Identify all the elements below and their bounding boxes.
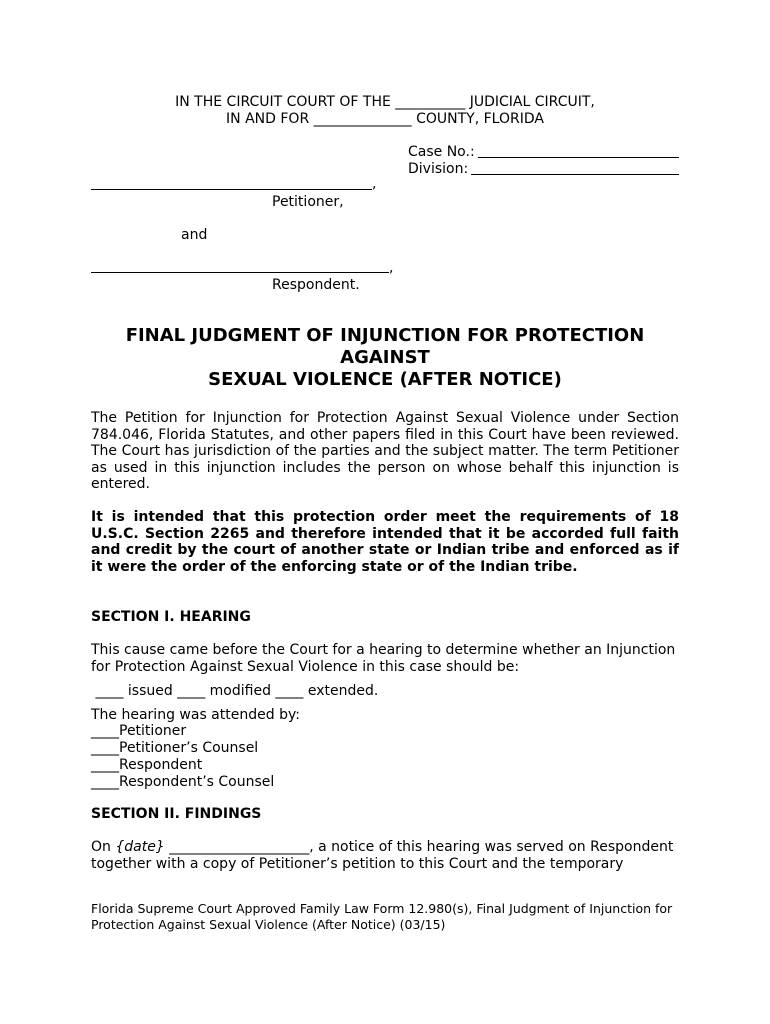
division-field[interactable] [471, 174, 679, 175]
petitioner-name-field[interactable] [91, 189, 372, 190]
findings-text-rest: , a notice of this hearing was served on Respondent [309, 839, 674, 855]
hearing-options: ____ issued ____ modified ____ extended. [91, 683, 379, 699]
section-2-heading: SECTION II. FINDINGS [91, 806, 262, 822]
title-line-2: AGAINST [340, 347, 430, 368]
date-blank[interactable]: ____________________ [169, 839, 310, 855]
title-line-1: FINAL JUDGMENT OF INJUNCTION FOR PROTECTION [125, 325, 645, 346]
respondent-name-field[interactable] [91, 272, 389, 273]
case-no-label: Case No.: [408, 144, 475, 160]
intro-paragraph: The Petition for Injunction for Protection Against Sexual Violence under Section 784.046, Florida Statutes, and other papers filed in this Court have been reviewed. The Court has jurisdiction of the parties and the subject matter. The term Petitioner as used in this injunction includes the person on whose behalf this injunction is entered. [91, 410, 679, 492]
case-no-field[interactable] [478, 157, 679, 158]
petitioner-comma: , [372, 176, 377, 192]
division-label: Division: [408, 161, 469, 177]
petitioner-label: Petitioner, [272, 194, 344, 210]
county-line: IN AND FOR ______________ COUNTY, FLORIDA [226, 111, 544, 127]
section-1-text: This cause came before the Court for a hearing to determine whether an Injunction for Protection Against Sexual Violence in this case should be: [91, 642, 676, 675]
on-label: On [91, 839, 111, 855]
court-line: IN THE CIRCUIT COURT OF THE __________ JUDICIAL CIRCUIT, [175, 94, 595, 110]
attendee-respondent-counsel: ____Respondent’s Counsel [91, 774, 275, 790]
attendee-petitioner-counsel: ____Petitioner’s Counsel [91, 740, 259, 756]
respondent-label: Respondent. [272, 277, 360, 293]
attended-label: The hearing was attended by: [91, 707, 300, 723]
date-placeholder: {date} [115, 839, 165, 855]
findings-line-2: together with a copy of Petitioner’s petition to this Court and the temporary [91, 856, 624, 872]
and-label: and [181, 227, 208, 243]
title-line-3: SEXUAL VIOLENCE (AFTER NOTICE) [208, 369, 562, 390]
footer-line-2: Protection Against Sexual Violence (After Notice) (03/15) [91, 917, 446, 932]
footer-line-1: Florida Supreme Court Approved Family Law Form 12.980(s), Final Judgment of Injunction for [91, 901, 673, 916]
respondent-comma: , [389, 260, 394, 276]
attendee-petitioner: ____Petitioner [91, 723, 187, 739]
attendee-respondent: ____Respondent [91, 757, 203, 773]
intent-paragraph: It is intended that this protection order meet the requirements of 18 U.S.C. Section 2265 and therefore intended that it be accorded full faith and credit by the court of another state or Indian tribe and enforced as if it were the order of the enforcing state or of the Indian tribe. [91, 509, 679, 575]
section-1-heading: SECTION I. HEARING [91, 609, 251, 625]
findings-line-1 [91, 839, 673, 856]
